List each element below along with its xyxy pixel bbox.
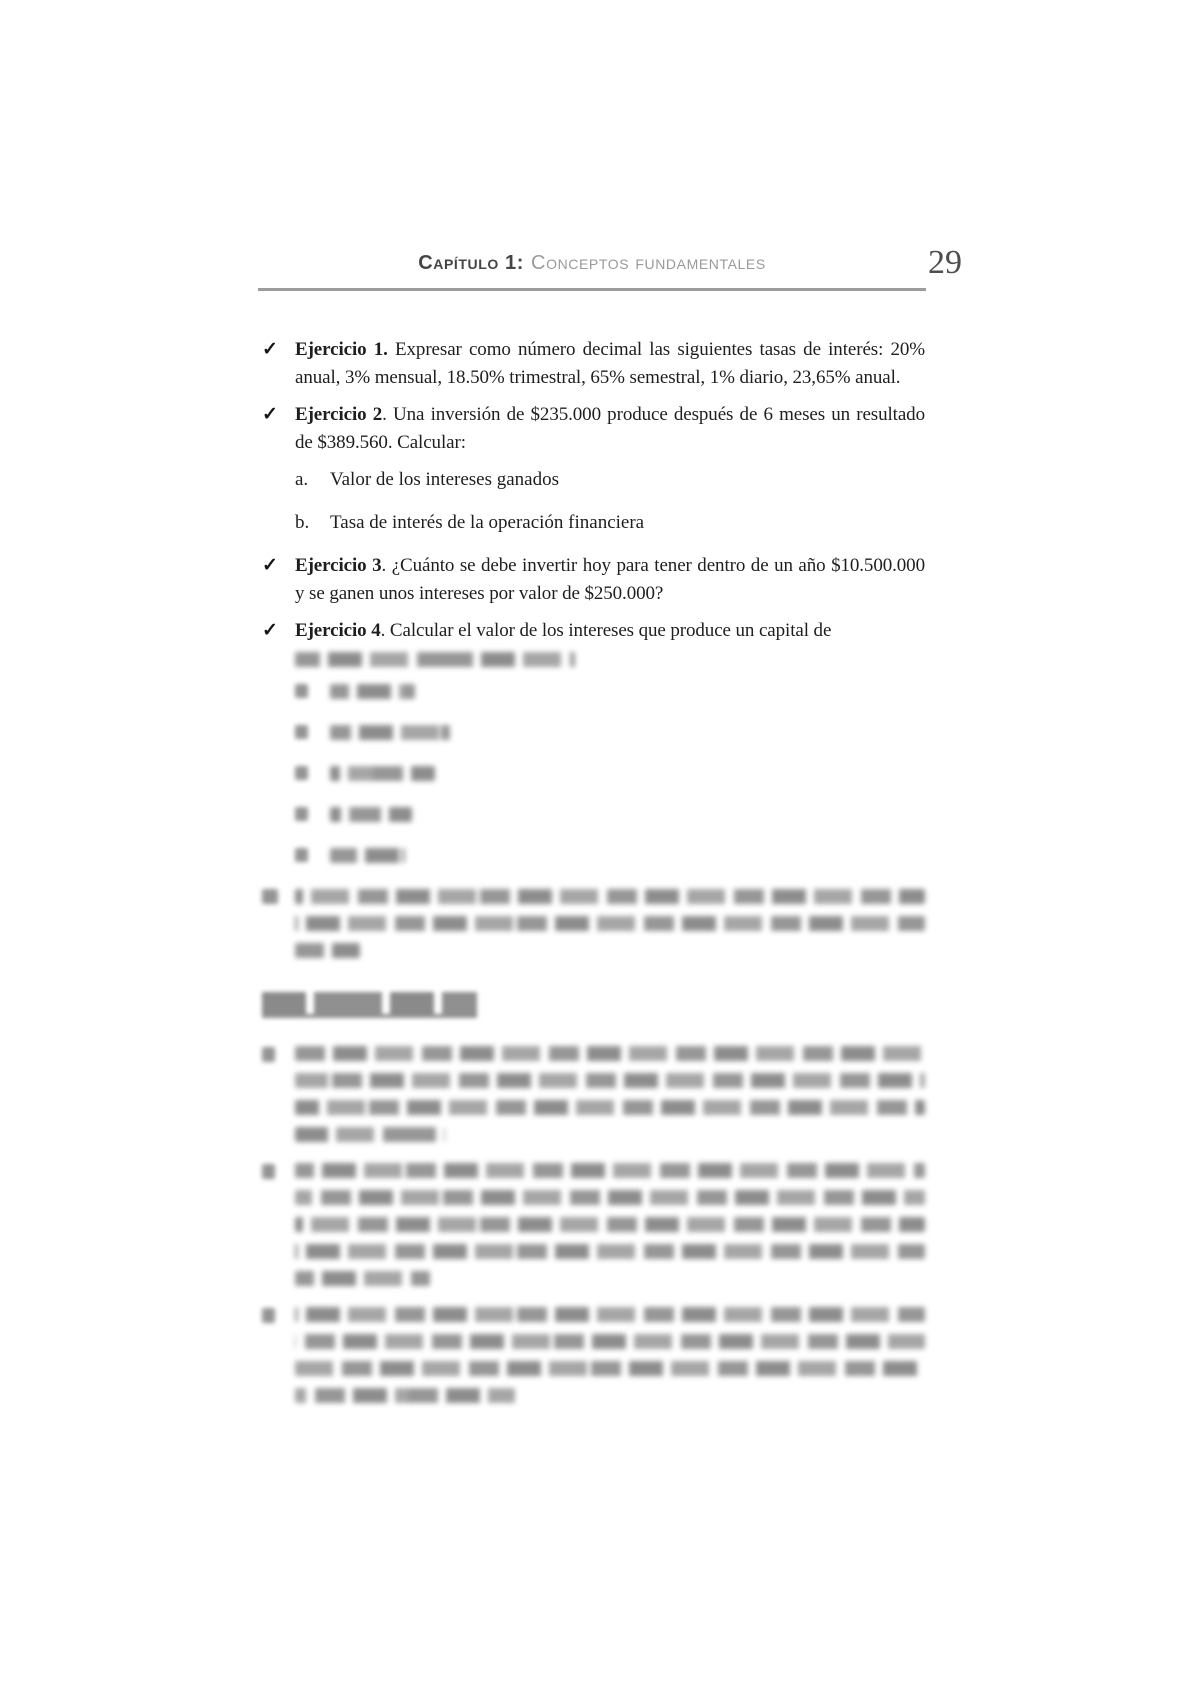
proposed-number-chip — [262, 1047, 275, 1062]
list-marker: b. — [295, 512, 310, 533]
redacted-exercise-text — [295, 889, 925, 970]
redacted-line — [295, 1217, 925, 1232]
list-item — [295, 466, 926, 494]
page-content — [262, 336, 926, 1424]
redacted-line — [295, 1163, 925, 1178]
redacted-line — [295, 943, 360, 958]
redacted-list-marker — [295, 725, 308, 739]
redacted-list-item — [295, 766, 926, 781]
exercise-text — [295, 401, 925, 457]
proposed-exercise — [262, 1163, 926, 1286]
proposed-marker — [262, 1163, 295, 1286]
redacted-line — [295, 1046, 925, 1061]
exercise-title: Ejercicio 4 — [295, 620, 381, 641]
redacted-exercise — [262, 889, 926, 970]
check-icon: ✓ — [262, 555, 278, 576]
redacted-line — [330, 807, 412, 822]
section-heading-redacted — [262, 992, 926, 1018]
list-marker: a. — [295, 469, 309, 490]
redacted-line — [330, 766, 435, 781]
proposed-marker — [262, 1307, 295, 1403]
redacted-line — [330, 725, 450, 740]
redacted-line — [295, 1100, 925, 1115]
chapter-title: Conceptos fundamentales — [531, 252, 766, 274]
proposed-exercise-text — [295, 1307, 925, 1403]
letter-list — [295, 466, 926, 537]
chapter-heading — [258, 252, 926, 275]
exercise-item — [262, 401, 926, 457]
exercise-text — [295, 617, 925, 667]
redacted-line — [295, 889, 925, 904]
redacted-line — [330, 684, 415, 699]
check-icon: ✓ — [262, 339, 278, 360]
exercise-item — [262, 617, 926, 667]
check-icon: ✓ — [262, 404, 278, 425]
redacted-list-item — [295, 684, 926, 699]
check-icon: ✓ — [262, 620, 278, 641]
redacted-line — [295, 1307, 925, 1322]
section-heading-blur — [262, 992, 477, 1018]
proposed-exercise-list — [262, 1046, 926, 1403]
list-text: Tasa de interés de la operación financiera — [330, 512, 645, 533]
proposed-number-chip — [262, 1164, 275, 1179]
exercise-title: Ejercicio 2 — [295, 404, 383, 425]
proposed-marker — [262, 1046, 295, 1142]
proposed-exercise-text — [295, 1163, 925, 1286]
exercise-body-text: . Una inversión de $235.000 produce después de 6 meses un resultado de $389.560. Calcular: — [295, 404, 925, 453]
page-number: 29 — [928, 244, 962, 281]
list-text: Valor de los intereses ganados — [330, 469, 559, 490]
exercise-body-text: . ¿Cuánto se debe invertir hoy para tener dentro de un año $10.500.000 y se ganen unos intereses por valor de $250.000? — [295, 555, 925, 604]
redacted-line — [295, 1127, 445, 1142]
redacted-line — [330, 848, 405, 863]
exercise-title: Ejercicio 1. — [295, 339, 388, 360]
list-item — [295, 509, 926, 537]
redacted-check-icon — [262, 889, 295, 970]
proposed-number-chip — [262, 1308, 275, 1323]
redacted-line — [295, 1073, 925, 1088]
redacted-line — [295, 652, 575, 667]
exercise-text — [295, 336, 925, 392]
redacted-line — [295, 1271, 430, 1286]
exercise-list — [262, 336, 926, 970]
chapter-label: Capítulo 1: — [418, 252, 525, 274]
exercise-body-text: Expresar como número decimal las siguientes tasas de interés: 20% anual, 3% mensual, 18.50% trimestral, 65% semestral, 1% diario, 23,65% anual. — [295, 339, 925, 388]
exercise-item — [262, 552, 926, 608]
redacted-list-marker — [295, 684, 308, 698]
redacted-line — [295, 1334, 925, 1349]
redacted-list-item — [295, 725, 926, 740]
redacted-letter-list — [295, 684, 926, 863]
proposed-exercise — [262, 1307, 926, 1403]
proposed-exercise-text — [295, 1046, 925, 1142]
redacted-list-marker — [295, 848, 308, 862]
redacted-line — [295, 1388, 515, 1403]
exercise-item — [262, 336, 926, 392]
redacted-list-marker — [295, 807, 308, 821]
redacted-line — [295, 916, 925, 931]
redacted-list-item — [295, 807, 926, 822]
exercise-title: Ejercicio 3 — [295, 555, 382, 576]
redacted-line — [295, 1244, 925, 1259]
proposed-exercise — [262, 1046, 926, 1142]
redacted-list-item — [295, 848, 926, 863]
redacted-check-chip — [262, 889, 278, 904]
redacted-line — [295, 1190, 925, 1205]
exercise-body-text: . Calcular el valor de los intereses que produce un capital de — [380, 620, 832, 641]
exercise-text — [295, 552, 925, 608]
redacted-line — [295, 1361, 925, 1376]
redacted-list-marker — [295, 766, 308, 780]
header-rule — [258, 288, 926, 291]
